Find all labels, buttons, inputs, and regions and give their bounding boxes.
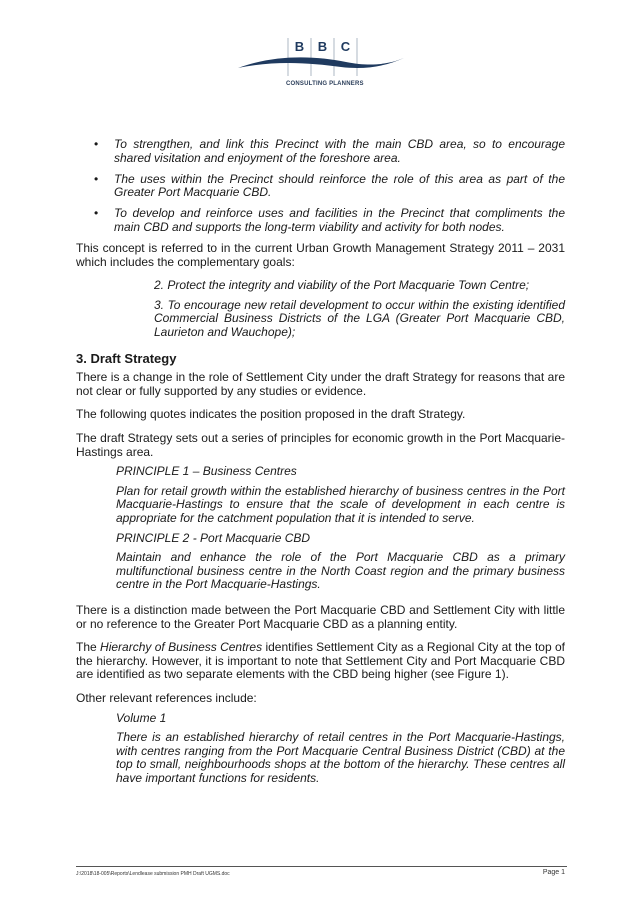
bullet-text: The uses within the Precinct should reinforce the role of this area as part of the Greater Port Macquarie CBD.: [114, 171, 565, 200]
footer-rule: [76, 866, 567, 867]
principle-text: Plan for retail growth within the established hierarchy of business centres in the Port Macquarie-Hastings to ensure that the scale of development in each centre is appropriate for the catchment population that it is intended to serve.: [116, 483, 565, 525]
bullet-text: To develop and reinforce uses and facilities in the Precinct that compliments the main CBD and supports the long-term viability and activity for both nodes.: [114, 206, 565, 234]
list-item: [76, 173, 565, 200]
logo-wave: [238, 57, 404, 68]
principles-block: [76, 465, 565, 592]
goal-item: 3. To encourage new retail development to occur within the existing identified Commercial Business Districts of the LGA (Greater Port Macquarie CBD, Laurieton and Wauchope);: [154, 297, 565, 340]
volume-title: Volume 1: [116, 710, 167, 725]
paragraph-distinction: There is a distinction made between the Port Macquarie CBD and Settlement City with little or no reference to the Greater Port Macquarie CBD as a planning entity.: [76, 602, 565, 631]
hierarchy-italic: Hierarchy of Business Centres: [100, 640, 263, 655]
paragraph-quotes: The following quotes indicates the position proposed in the draft Strategy.: [76, 407, 466, 422]
bullet-dot: •: [94, 206, 99, 221]
bullet-list: [76, 138, 565, 235]
list-item: [76, 138, 565, 165]
volume-text: There is an established hierarchy of retail centres in the Port Macquarie-Hastings, with centres ranging from the Port Macquarie Central Business District (CBD) at the top to small, neighbourhoods shops at the bottom of the hierarchy. These centres all have important functions for residents.: [116, 730, 565, 785]
volume-block: [76, 712, 565, 786]
principle-title: PRINCIPLE 2 - Port Macquarie CBD: [116, 530, 311, 545]
document-body: [76, 138, 565, 791]
bullet-text: To strengthen, and link this Precinct with the main CBD area, so to encourage shared visitation and enjoyment of the foreshore area.: [114, 137, 565, 165]
page-number: Page 1: [542, 869, 565, 876]
paragraph-principles: The draft Strategy sets out a series of principles for economic growth in the Port Macquarie-Hastings area.: [76, 431, 565, 459]
paragraph-concept: This concept is referred to in the current Urban Growth Management Strategy 2011 – 2031 which includes the complementary goals:: [76, 241, 565, 269]
logo-letter-3: C: [340, 39, 351, 54]
logo-tagline: CONSULTING PLANNERS: [286, 81, 364, 87]
bullet-dot: •: [94, 171, 99, 186]
logo-letter-2: B: [317, 39, 328, 54]
hierarchy-post: identifies Settlement City as a Regional City at the top of the hierarchy. However, it is important to note that Settlement City and Port Macquarie CBD are identified as two separate elements with the CBD being higher (see Figure 1).: [76, 640, 566, 682]
principle-text: Maintain and enhance the role of the Port Macquarie CBD as a primary multifunctional business centre in the North Coast region and the primary business centre in the Port Macquarie-Hastings.: [116, 550, 565, 592]
goal-item: 2. Protect the integrity and viability of the Port Macquarie Town Centre;: [154, 278, 530, 293]
list-item: [76, 207, 565, 234]
paragraph-hierarchy: [76, 641, 565, 682]
logo-letter-1: B: [294, 39, 305, 54]
footer-path: J:\2018\18-005\Reports\Lendlease submission PMH Draft UGMS.doc: [76, 871, 230, 877]
section-heading: 3. Draft Strategy: [76, 350, 177, 366]
paragraph-change: There is a change in the role of Settlement City under the draft Strategy for reasons that are not clear or fully supported by any studies or evidence.: [76, 370, 565, 398]
hierarchy-pre: The: [76, 640, 101, 655]
goals-quote: [76, 279, 565, 339]
paragraph-other: Other relevant references include:: [76, 690, 257, 705]
bullet-dot: •: [94, 137, 99, 151]
principle-title: PRINCIPLE 1 – Business Centres: [116, 464, 297, 479]
